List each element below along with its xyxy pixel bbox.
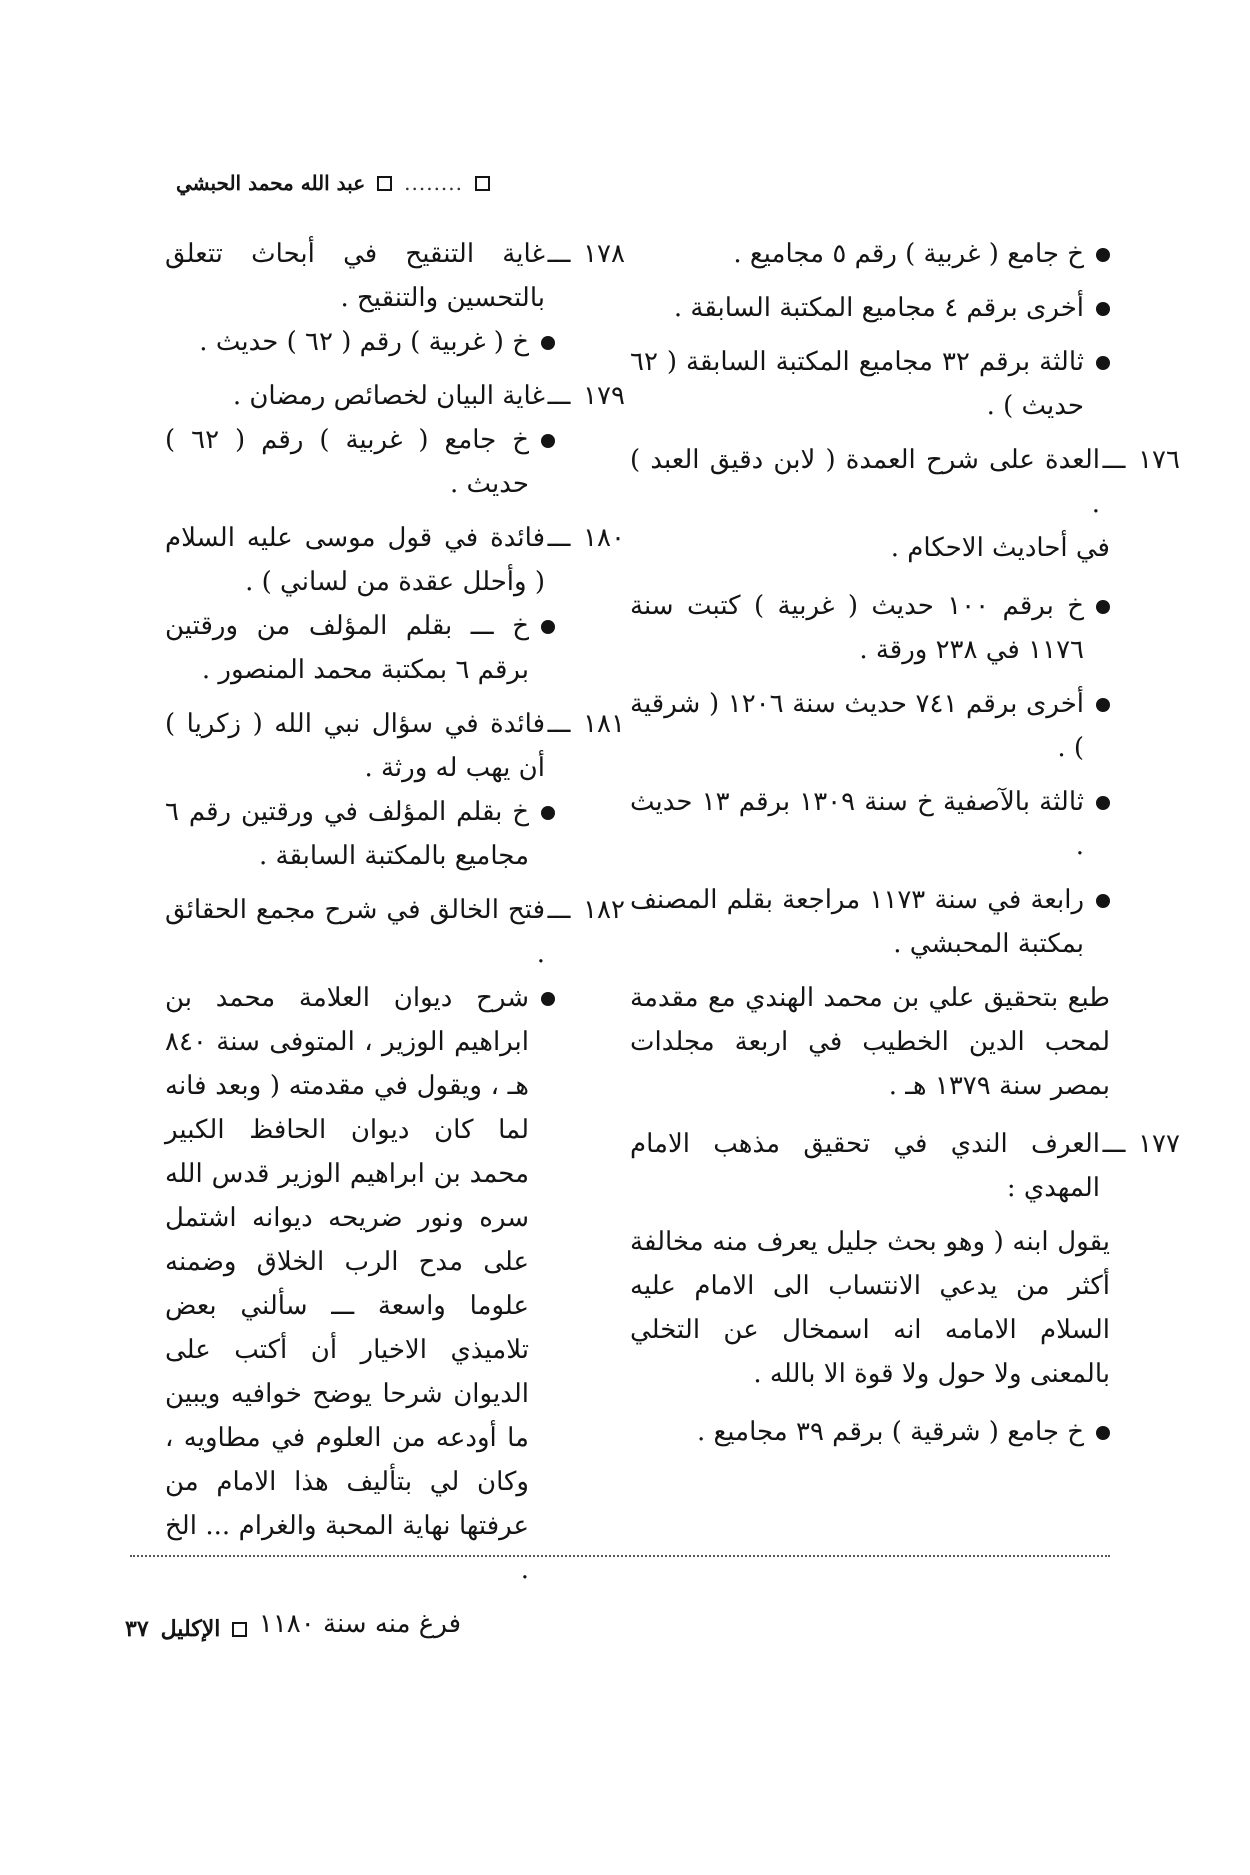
bullet-icon — [541, 806, 555, 820]
bullet-icon — [1096, 600, 1110, 614]
bullet-icon — [1096, 1426, 1110, 1440]
item-text: خ ( غربية ) رقم ( ٦٢ ) حديث . — [199, 327, 529, 357]
footer-rule — [130, 1555, 1110, 1557]
list-item — [630, 286, 1110, 330]
bullet-icon — [1096, 894, 1110, 908]
entry-dash: ـــ — [547, 239, 571, 269]
list-item — [165, 976, 555, 1592]
bullet-icon — [1096, 796, 1110, 810]
square-ornament-icon — [377, 176, 392, 191]
entry-dash: ـــ — [1102, 1129, 1126, 1159]
item-text: ثالثة بالآصفية خ سنة ١٣٠٩ برقم ١٣ حديث . — [630, 787, 1084, 861]
bullet-icon — [541, 620, 555, 634]
entry-dash: ـــ — [547, 381, 571, 411]
entry-number: ١٨٠ — [583, 523, 625, 553]
bullet-icon — [1096, 302, 1110, 316]
page-number: ٣٧ — [125, 1616, 149, 1642]
item-text: خ جامع ( غربية ) رقم ( ٦٢ ) حديث . — [165, 425, 529, 499]
entry-180 — [165, 516, 625, 692]
right-column — [630, 232, 1180, 1464]
item-text: خ بقلم المؤلف في ورقتين رقم ٦ مجاميع بالمكتبة السابقة . — [165, 797, 529, 871]
entry-182 — [165, 888, 625, 1646]
entry-181 — [165, 702, 625, 878]
list-item — [630, 340, 1110, 428]
entry-note: طبع بتحقيق علي بن محمد الهندي مع مقدمة لمحب الدين الخطيب في اربعة مجلدات بمصر سنة ١٣٧٩ هـ . — [630, 983, 1110, 1101]
bullet-icon — [1096, 248, 1110, 262]
entry-177 — [630, 1122, 1180, 1454]
entry-dash: ـــ — [547, 523, 571, 553]
list-item — [630, 682, 1110, 770]
entry-number: ١٨١ — [583, 709, 625, 739]
folio-label: الإكليل — [160, 1616, 221, 1642]
item-text: ثالثة برقم ٣٢ مجاميع المكتبة السابقة ( ٦٢ حديث ) . — [630, 347, 1084, 421]
item-text: خ جامع ( شرقية ) برقم ٣٩ مجاميع . — [696, 1417, 1084, 1447]
entry-dash: ـــ — [1102, 445, 1126, 475]
entry-quote: يقول ابنه ( وهو بحث جليل يعرف منه مخالفة أكثر من يدعي الانتساب الى الامام عليه السلام الامامه انه اسمخال عن التخلي بالمعنى ولا حول ولا قوة الا بالله . — [630, 1227, 1110, 1389]
entry-176 — [630, 438, 1180, 1108]
entry-title: غاية البيان لخصائص رمضان . — [232, 381, 545, 411]
list-item — [630, 232, 1110, 276]
item-text: خ برقم ١٠٠ حديث ( غربية ) كتبت سنة ١١٧٦ في ٢٣٨ ورقة . — [630, 591, 1084, 665]
item-text: رابعة في سنة ١١٧٣ مراجعة بقلم المصنف بمكتبة المحبشي . — [630, 885, 1084, 959]
entry-title: فتح الخالق في شرح مجمع الحقائق . — [165, 895, 545, 969]
bullet-icon — [541, 336, 555, 350]
bullet-icon — [1096, 356, 1110, 370]
entry-number: ١٧٧ — [1138, 1129, 1180, 1159]
item-text: خ ـــ بقلم المؤلف من ورقتين برقم ٦ بمكتبة محمد المنصور . — [165, 611, 529, 685]
list-item — [630, 584, 1110, 672]
entry-title: فائدة في قول موسى عليه السلام ( وأحلل عقدة من لساني ) . — [165, 523, 545, 597]
entry-title: العدة على شرح العمدة ( لابن دقيق العبد ) . — [630, 445, 1100, 519]
list-item — [630, 1410, 1110, 1454]
list-item — [165, 418, 555, 506]
entry-dash: ـــ — [547, 895, 571, 925]
entry-178 — [165, 232, 625, 364]
entry-subtitle: في أحاديث الاحكام . — [890, 533, 1110, 563]
item-text: خ جامع ( غربية ) رقم ٥ مجاميع . — [733, 239, 1084, 269]
running-head-title: عبد الله محمد الحبشي — [176, 171, 366, 195]
running-head — [170, 166, 490, 200]
entry-title: العرف الندي في تحقيق مذهب الامام المهدي : — [630, 1129, 1100, 1203]
entry-number: ١٧٨ — [583, 239, 625, 269]
item-text: أخرى برقم ٧٤١ حديث سنة ١٢٠٦ ( شرقية ) . — [630, 689, 1084, 763]
bullet-icon — [541, 434, 555, 448]
list-item — [165, 320, 555, 364]
left-column — [165, 232, 625, 1660]
folio — [125, 1612, 247, 1646]
item-text: أخرى برقم ٤ مجاميع المكتبة السابقة . — [673, 293, 1084, 323]
entry-number: ١٧٦ — [1138, 445, 1180, 475]
entry-title: غاية التنقيح في أبحاث تتعلق بالتحسين والتنقيح . — [165, 239, 545, 313]
entry-dash: ـــ — [547, 709, 571, 739]
bullet-icon — [541, 992, 555, 1006]
entry-number: ١٨٢ — [583, 895, 625, 925]
square-ornament-icon — [232, 1622, 247, 1637]
list-item — [630, 878, 1110, 966]
entry-179 — [165, 374, 625, 506]
item-text: شرح ديوان العلامة محمد بن ابراهيم الوزير ، المتوفى سنة ٨٤٠ هـ ، ويقول في مقدمته ( وبعد فانه لما كان ديوان الحافظ الكبير محمد بن ابراهيم الوزير قدس الله سره ونور ضريحه ديوانه اشتمل على مدح الرب الخلاق وضمنه علوما واسعة ـــ سألني بعض تلاميذي الاخيار أن أكتب على الديوان شرحا يوضح خوافيه ويبين ما أودعه من العلوم في مطاويه ، وكان لي بتأليف هذا الامام من عرفتها نهاية المحبة والغرام ... الخ . — [165, 983, 529, 1585]
entry-footnote: فرغ منه سنة ١١٨٠ — [258, 1609, 462, 1639]
running-head-dots: ........ — [404, 171, 463, 195]
list-item — [165, 604, 555, 692]
list-item — [630, 780, 1110, 868]
entry-number: ١٧٩ — [583, 381, 625, 411]
bullet-icon — [1096, 698, 1110, 712]
square-ornament-icon — [475, 176, 490, 191]
list-item — [165, 790, 555, 878]
entry-title: فائدة في سؤال نبي الله ( زكريا ) أن يهب له ورثة . — [165, 709, 545, 783]
